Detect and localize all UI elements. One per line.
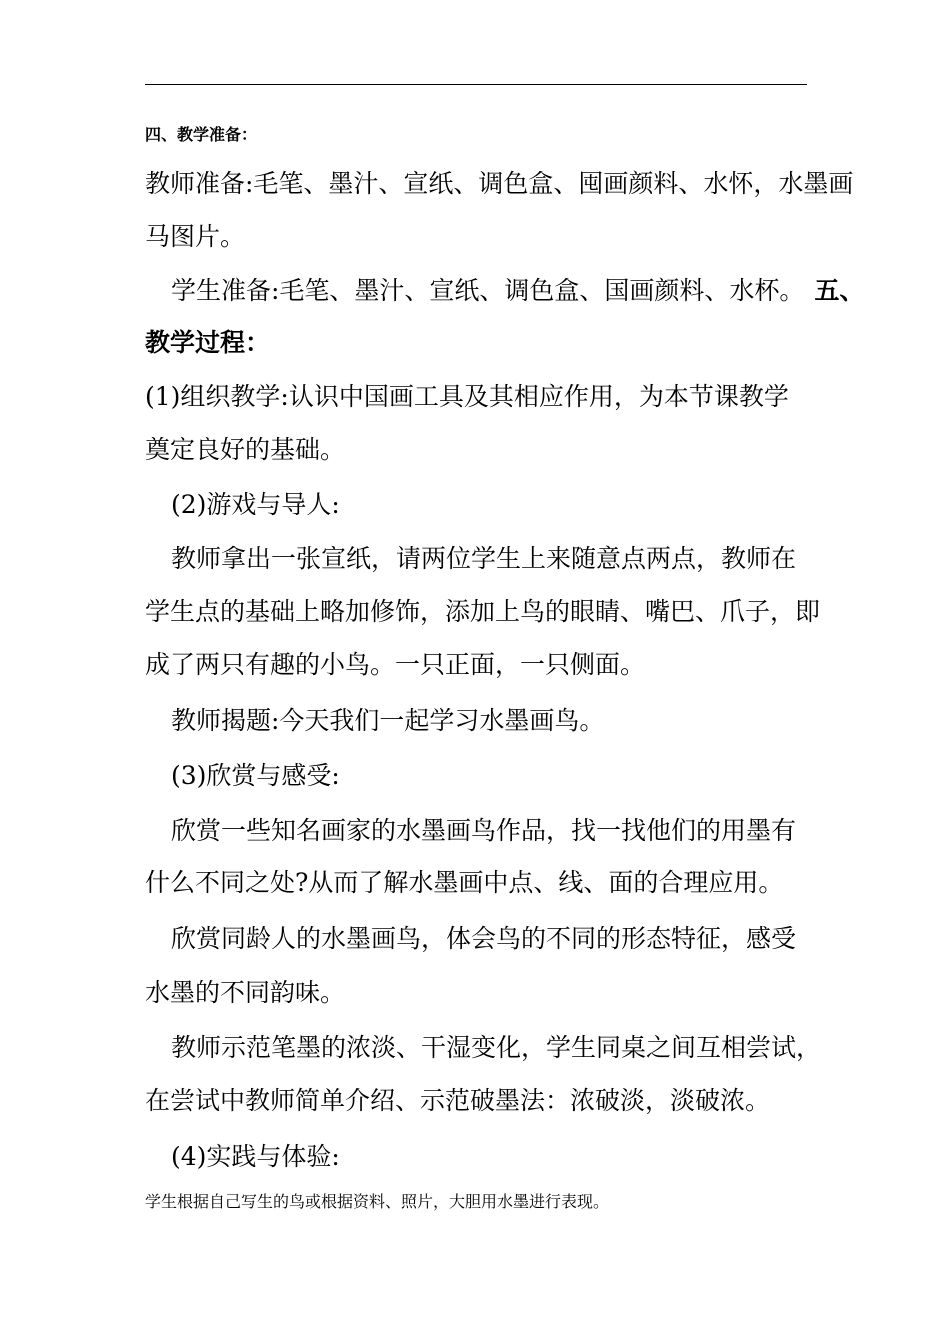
teacher-prep-line-1: 教师准备:毛笔、墨汁、宣纸、调色盒、囤画颜料、水怀，水墨画 [145, 169, 854, 198]
student-prep-line [171, 278, 864, 303]
student-prep-text: 学生准备:毛笔、墨汁、宣纸、调色盒、国画颜料、水杯。 [171, 276, 805, 305]
step-2-paragraph-1-line-3: 成了两只有趣的小鸟。一只正面，一只侧面。 [145, 650, 646, 679]
step-2-paragraph-2: 教师揭题:今天我们一起学习水墨画鸟。 [171, 706, 605, 735]
step-3-heading: (3)欣赏与感受: [171, 761, 340, 790]
step-4-paragraph-1: 学生根据自己写生的鸟或根据资料、照片，大胆用水墨进行表现。 [145, 1192, 610, 1211]
section-4-heading: 四、教学准备： [145, 125, 258, 144]
step-4-heading: (4)实践与体验: [171, 1142, 340, 1171]
step-3-paragraph-3-line-2: 在尝试中教师简单介绍、示范破墨法：浓破淡，淡破浓。 [145, 1086, 771, 1115]
step-2-heading: (2)游戏与导人: [171, 490, 340, 519]
step-3-paragraph-3-line-1: 教师示范笔墨的浓淡、干湿变化，学生同桌之间互相尝试， [171, 1033, 822, 1062]
section-5-heading-part-2: 教学过程： [145, 328, 271, 357]
step-2-paragraph-1-line-1: 教师拿出一张宣纸，请两位学生上来随意点两点，教师在 [171, 544, 797, 573]
step-3-paragraph-1-line-1: 欣赏一些知名画家的水墨画鸟作品，找一找他们的用墨有 [171, 816, 797, 845]
step-3-paragraph-2-line-2: 水墨的不同韵味。 [145, 978, 346, 1007]
step-1-line-2: 奠定良好的基础。 [145, 435, 346, 464]
step-1-line-1: (1)组织教学:认识中国画工具及其相应作用，为本节课教学 [145, 382, 789, 411]
step-3-paragraph-1-line-2: 什么不同之处?从而了解水墨画中点、线、面的合理应用。 [145, 868, 784, 897]
step-2-paragraph-1-line-2: 学生点的基础上略加修饰，添加上鸟的眼睛、嘴巴、爪子，即 [145, 597, 821, 626]
step-3-paragraph-2-line-1: 欣赏同龄人的水墨画鸟，体会鸟的不同的形态特征，感受 [171, 924, 797, 953]
teacher-prep-line-2: 马图片。 [145, 222, 246, 251]
header-rule [145, 84, 807, 85]
section-5-heading-part-1: 五、 [814, 276, 865, 305]
